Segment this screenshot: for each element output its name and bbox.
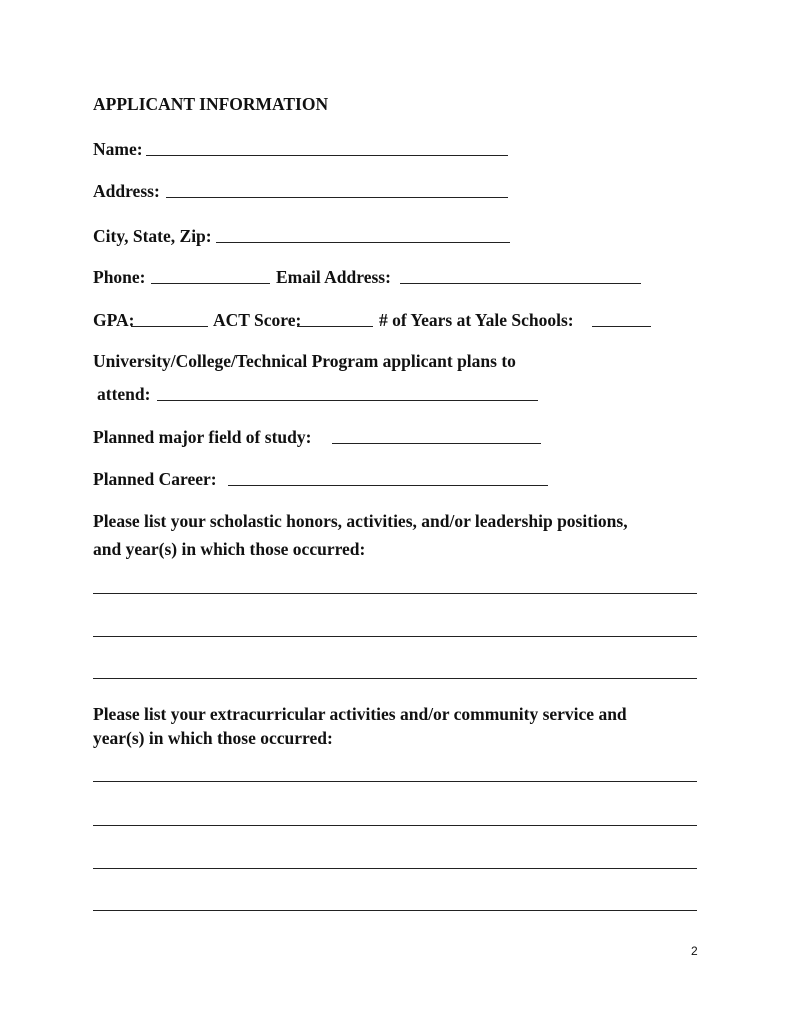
city-state-zip-label: City, State, Zip: <box>93 226 212 246</box>
address-label: Address: <box>93 181 160 201</box>
phone-field[interactable] <box>151 283 270 284</box>
extracurricular-field-line[interactable] <box>93 781 697 782</box>
university-label-line2: attend: <box>97 384 151 404</box>
extracurricular-field-line[interactable] <box>93 910 697 911</box>
gpa-field[interactable] <box>131 326 208 327</box>
email-field[interactable] <box>400 283 641 284</box>
university-label-line1: University/College/Technical Program applicant plans to <box>93 351 516 371</box>
major-label: Planned major field of study: <box>93 427 312 447</box>
phone-label: Phone: <box>93 267 146 287</box>
years-at-yale-label: # of Years at Yale Schools: <box>379 310 574 330</box>
extracurricular-field-line[interactable] <box>93 825 697 826</box>
university-field[interactable] <box>157 400 538 401</box>
city-state-zip-field[interactable] <box>216 242 510 243</box>
act-score-label: ACT Score: <box>213 310 302 330</box>
honors-field-line[interactable] <box>93 593 697 594</box>
extracurricular-prompt-line1: Please list your extracurricular activities and/or community service and <box>93 704 627 724</box>
email-label: Email Address: <box>276 267 391 287</box>
major-field[interactable] <box>332 443 541 444</box>
address-field[interactable] <box>166 197 508 198</box>
name-field[interactable] <box>146 155 508 156</box>
name-label: Name: <box>93 139 143 159</box>
honors-prompt-line1: Please list your scholastic honors, activities, and/or leadership positions, <box>93 511 628 531</box>
career-field[interactable] <box>228 485 548 486</box>
years-at-yale-field[interactable] <box>592 326 651 327</box>
act-score-field[interactable] <box>297 326 373 327</box>
gpa-label: GPA: <box>93 310 135 330</box>
section-heading: APPLICANT INFORMATION <box>93 94 329 114</box>
honors-field-line[interactable] <box>93 678 697 679</box>
extracurricular-prompt-line2: year(s) in which those occurred: <box>93 728 333 748</box>
career-label: Planned Career: <box>93 469 217 489</box>
honors-prompt-line2: and year(s) in which those occurred: <box>93 539 366 559</box>
extracurricular-field-line[interactable] <box>93 868 697 869</box>
page-number: 2 <box>691 944 698 958</box>
honors-field-line[interactable] <box>93 636 697 637</box>
